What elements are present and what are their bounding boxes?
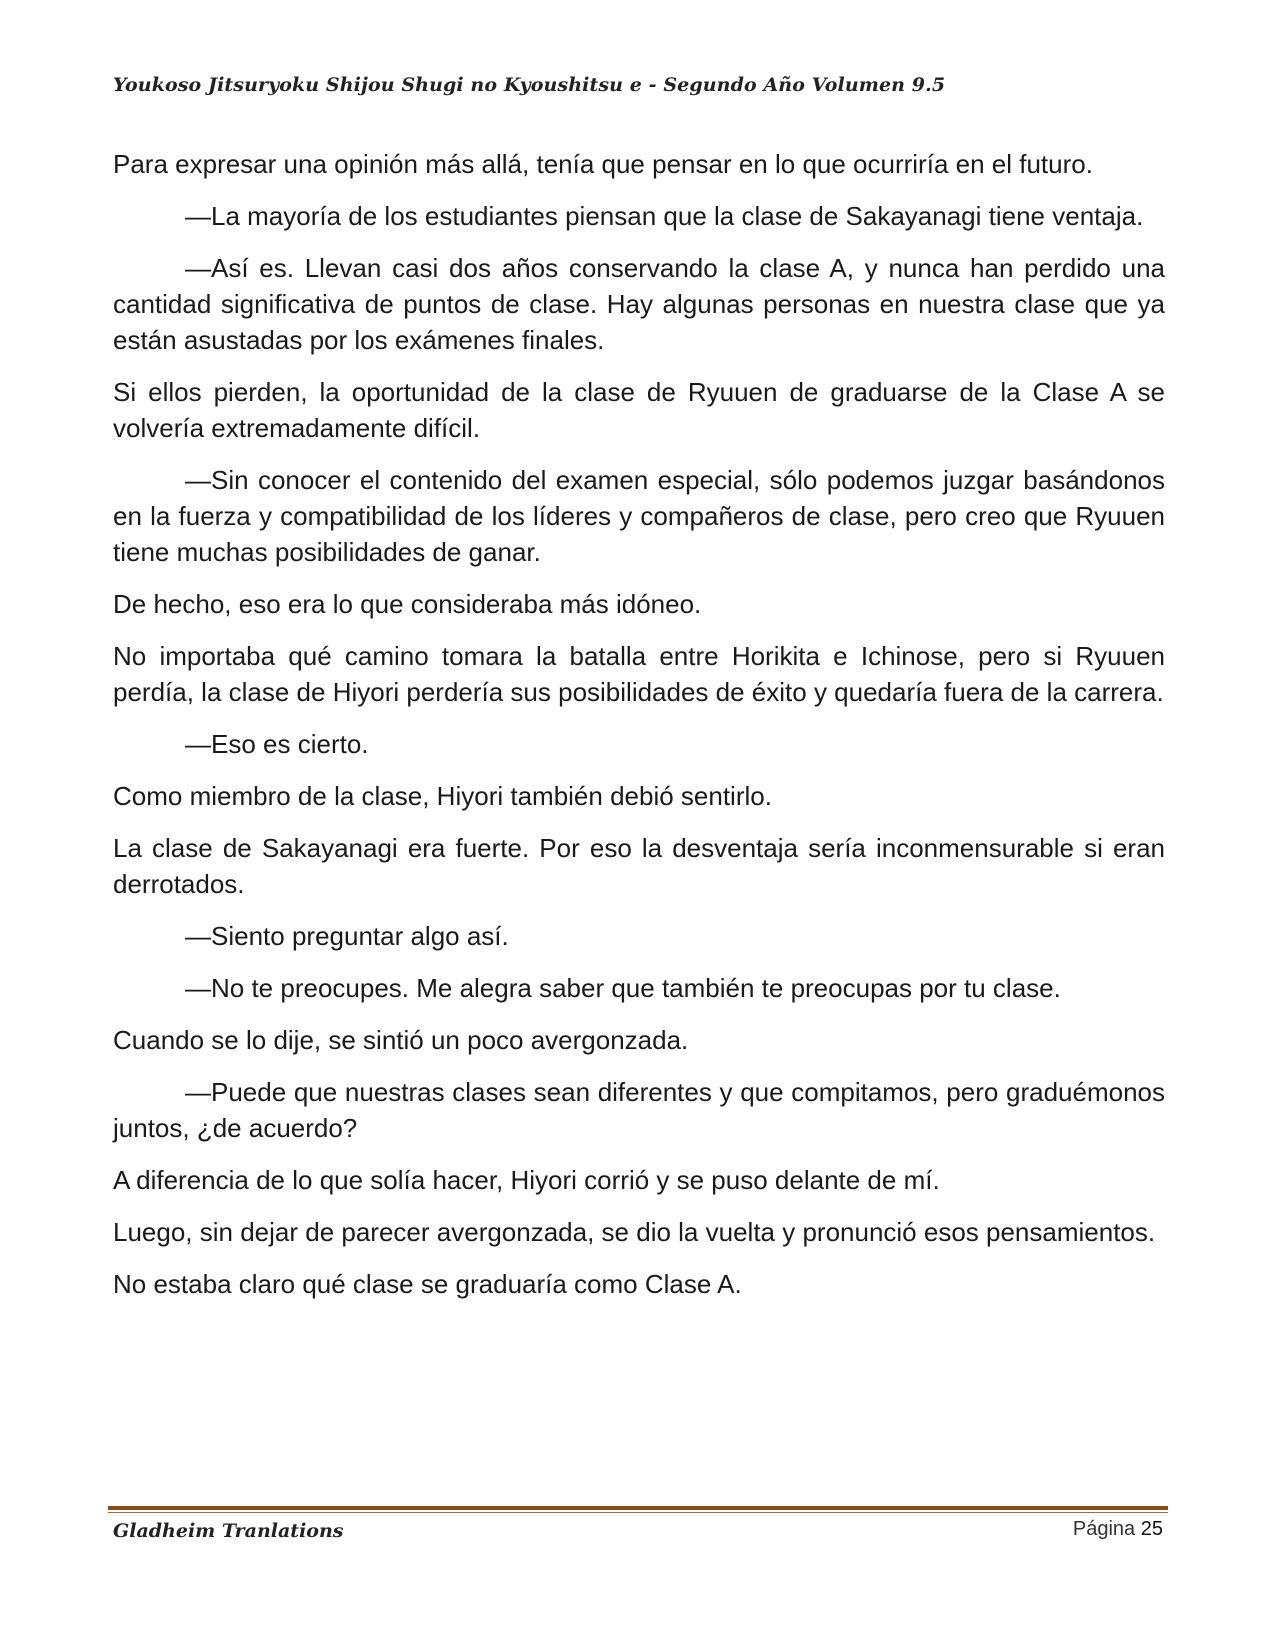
paragraph: No importaba qué camino tomara la batalla entre Horikita e Ichinose, pero si Ryuuen perdía, la clase de Hiyori perdería sus posibilidades de éxito y quedaría fuera de la carrera.	[113, 641, 1165, 707]
paragraph: Si ellos pierden, la oportunidad de la clase de Ryuuen de graduarse de la Clase A se volvería extremadamente difícil.	[113, 377, 1165, 443]
paragraph: Luego, sin dejar de parecer avergonzada, se dio la vuelta y pronunció esos pensamientos.	[113, 1217, 1156, 1247]
paragraph: De hecho, eso era lo que consideraba más idóneo.	[113, 589, 702, 619]
paragraph: Para expresar una opinión más allá, tenía que pensar en lo que ocurriría en el futuro.	[113, 149, 1093, 179]
paragraph: No estaba claro qué clase se graduaría como Clase A.	[113, 1269, 742, 1299]
footer-credit: Gladheim Tranlations	[113, 1520, 344, 1542]
dialog-paragraph: —Así es. Llevan casi dos años conservando la clase A, y nunca han perdido una cantidad significativa de puntos de clase. Hay algunas personas en nuestra clase que ya están asustadas por los exámenes finales.	[113, 253, 1165, 355]
paragraph: Como miembro de la clase, Hiyori también debió sentirlo.	[113, 781, 772, 811]
paragraph: Cuando se lo dije, se sintió un poco avergonzada.	[113, 1025, 689, 1055]
dialog-paragraph: —No te preocupes. Me alegra saber que también te preocupas por tu clase.	[185, 973, 1061, 1003]
footer-divider	[108, 1506, 1168, 1510]
dialog-paragraph: —Eso es cierto.	[185, 729, 369, 759]
paragraph: A diferencia de lo que solía hacer, Hiyori corrió y se puso delante de mí.	[113, 1165, 940, 1195]
page-number	[1073, 1518, 1163, 1541]
page-label: Página	[1072, 1518, 1136, 1540]
page-number-value: 25	[1140, 1518, 1163, 1540]
dialog-paragraph: —Sin conocer el contenido del examen especial, sólo podemos juzgar basándonos en la fuerza y compatibilidad de los líderes y compañeros de clase, pero creo que Ryuuen tiene muchas posibilidades de ganar.	[113, 465, 1165, 567]
dialog-paragraph: —Puede que nuestras clases sean diferentes y que compitamos, pero graduémonos juntos, ¿de acuerdo?	[113, 1077, 1165, 1143]
page-body	[113, 146, 1165, 1318]
dialog-paragraph: —Siento preguntar algo así.	[185, 921, 509, 951]
page-header-title: Youkoso Jitsuryoku Shijou Shugi no Kyoushitsu e - Segundo Año Volumen 9.5	[113, 74, 946, 96]
dialog-paragraph: —La mayoría de los estudiantes piensan que la clase de Sakayanagi tiene ventaja.	[185, 201, 1144, 231]
paragraph: La clase de Sakayanagi era fuerte. Por eso la desventaja sería inconmensurable si eran derrotados.	[113, 833, 1165, 899]
